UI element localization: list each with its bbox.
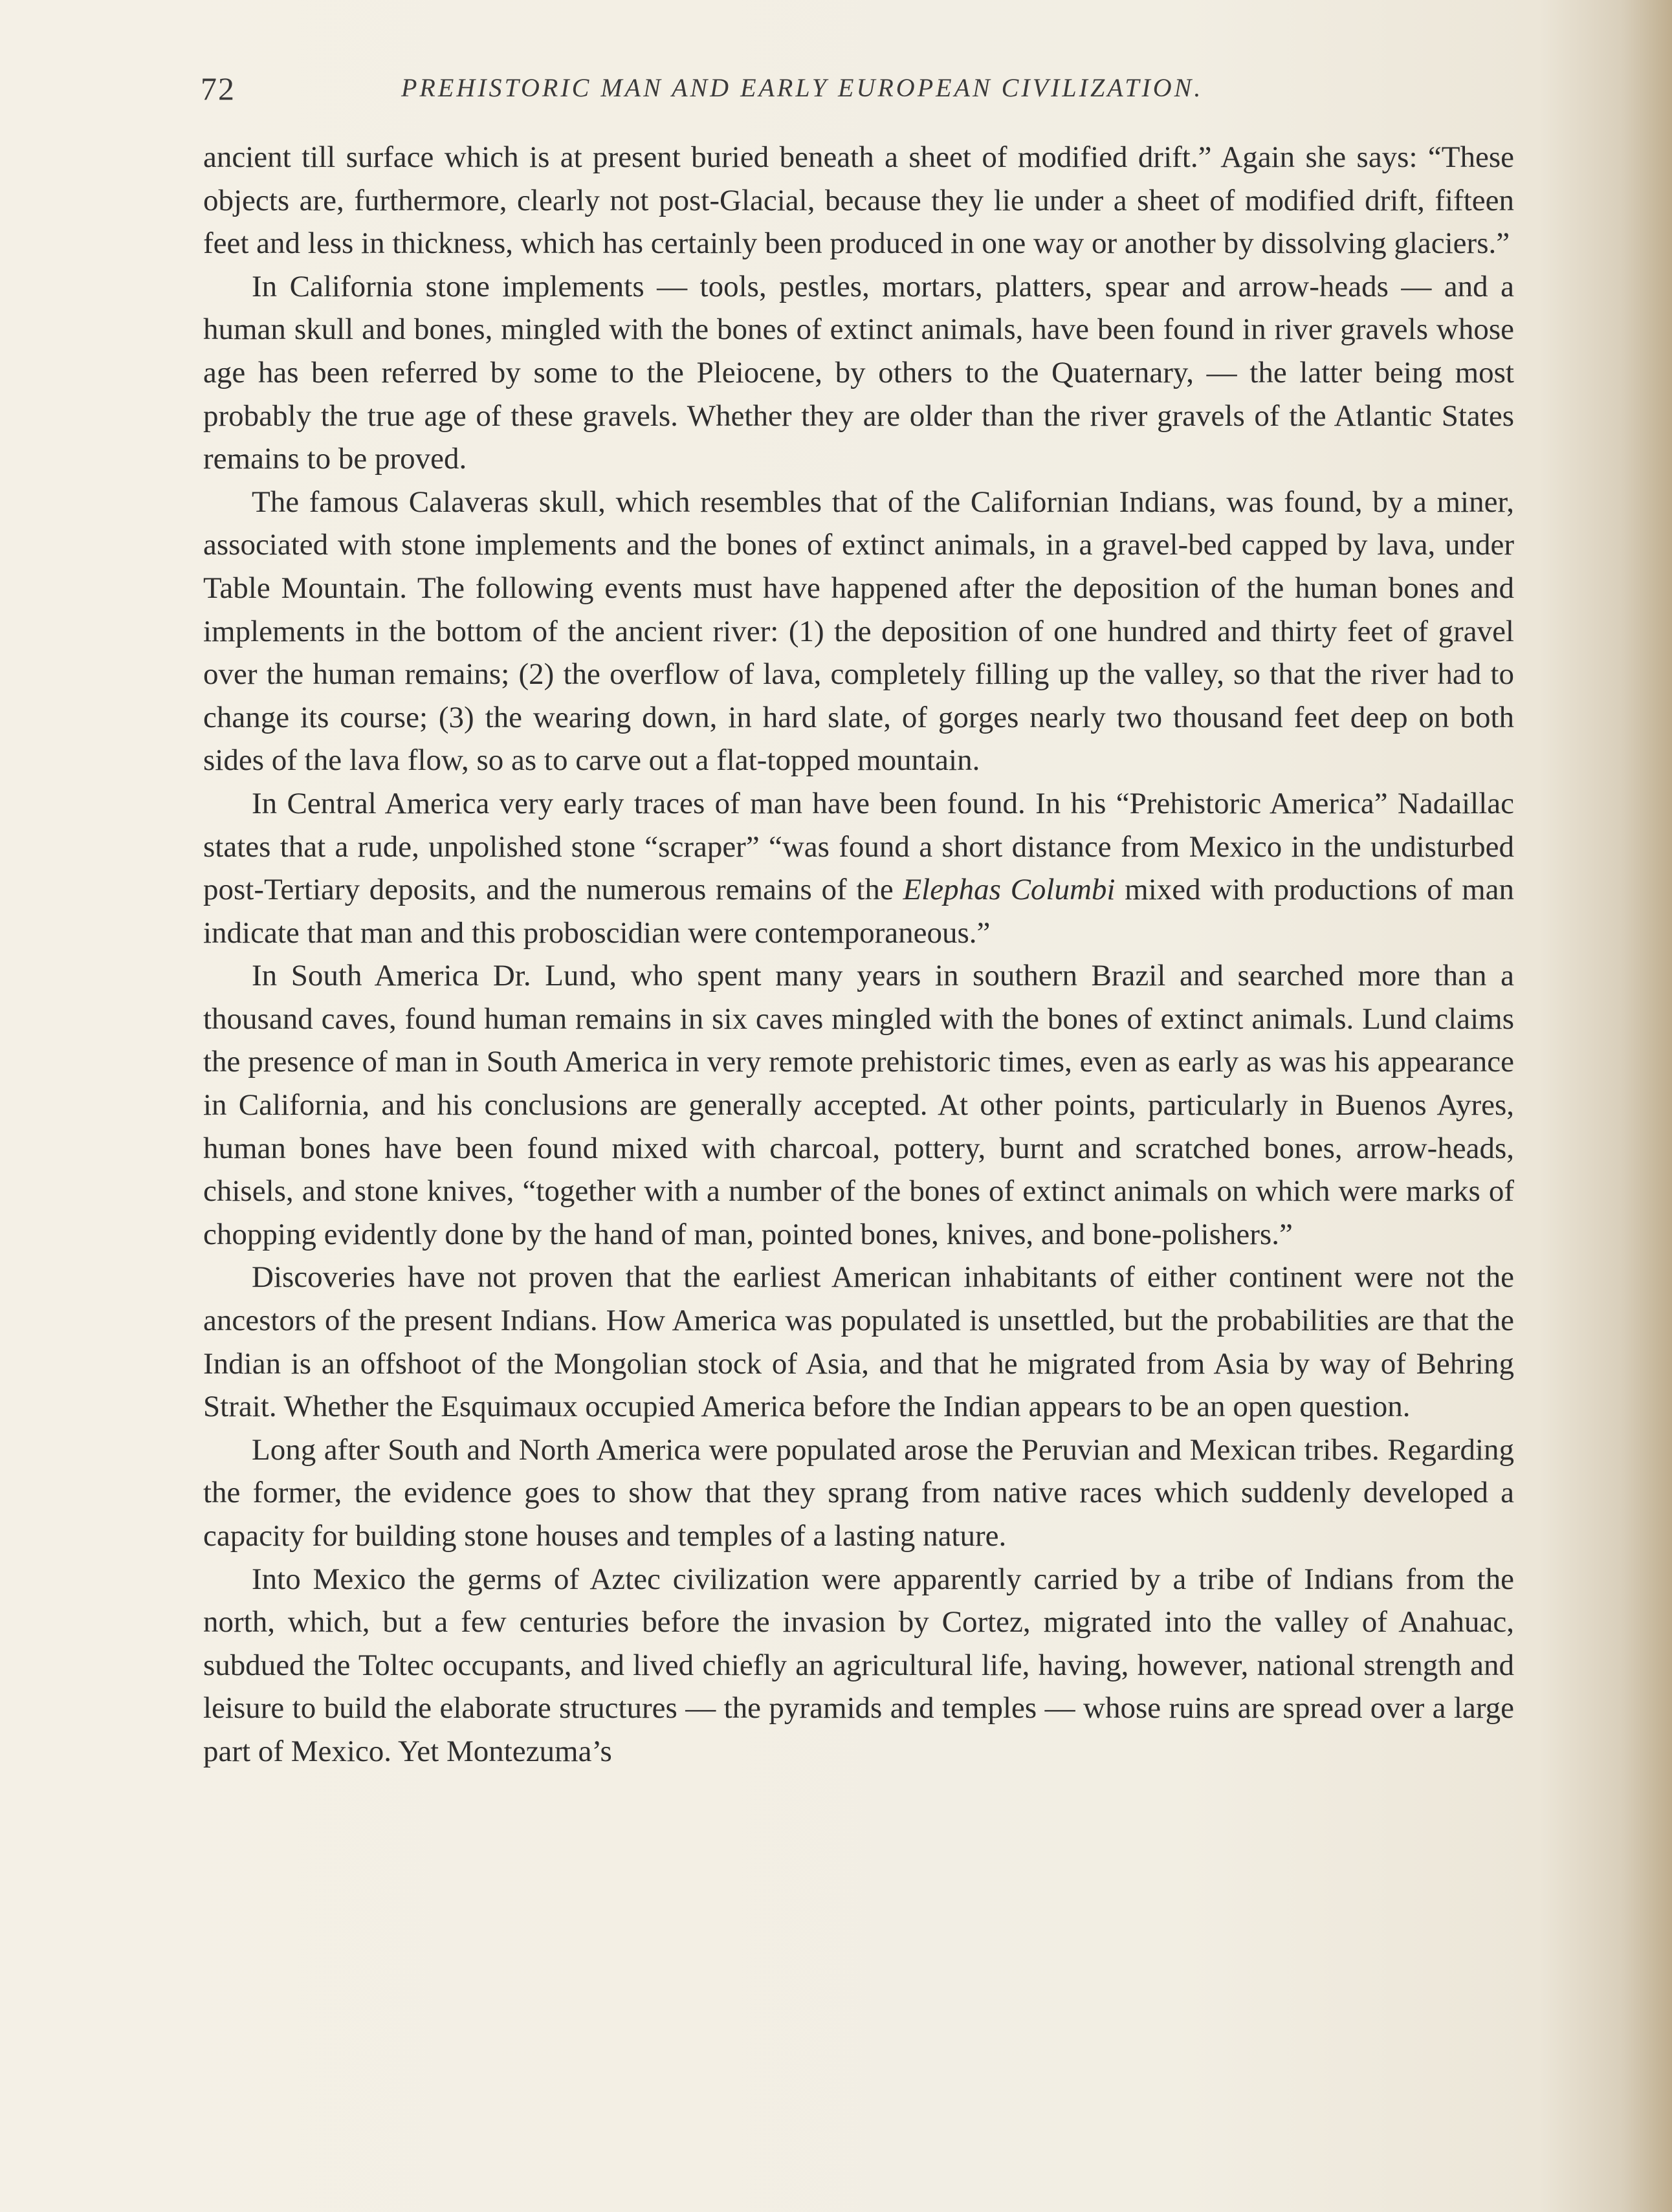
body-text xyxy=(203,136,1514,1773)
page-header xyxy=(201,70,1339,115)
paragraph-4-text-before: In Central America very early traces of man have been found. In his “Prehistoric America” Nadaillac states that a rude, unpolished stone “scraper” “was found a short distance from Mexico in the undisturbed post-Tertiary deposits, and the numerous remains of the xyxy=(203,786,1514,907)
paragraph-3: The famous Calaveras skull, which resembles that of the Californian Indians, was found, by a miner, associated with stone implements and the bones of extinct animals, in a gravel-bed capped by lava, under Table Mountain. The following events must have happened after the deposition of the human bones and implements in the bottom of the ancient river: (1) the deposition of one hundred and thirty feet of gravel over the human remains; (2) the overflow of lava, completely filling up the valley, so that the river had to change its course; (3) the wearing down, in hard slate, of gorges nearly two thousand feet deep on both sides of the lava flow, so as to carve out a flat-topped mountain. xyxy=(203,485,1514,778)
paragraph-5: In South America Dr. Lund, who spent many years in southern Brazil and searched more than a thousand caves, found human remains in six caves mingled with the bones of extinct animals. Lund claims the presence of man in South America in very remote prehistoric times, even as early as was his appearance in California, and his conclusions are generally accepted. At other points, particularly in Buenos Ayres, human bones have been found mixed with charcoal, pottery, burnt and scratched bones, arrow-heads, chisels, and stone knives, “together with a number of the bones of extinct animals on which were marks of chopping evidently done by the hand of man, pointed bones, knives, and bone-polishers.” xyxy=(203,959,1514,1251)
paragraph-2: In California stone implements — tools, pestles, mortars, platters, spear and arrow-heads — and a human skull and bones, mingled with the bones of extinct animals, have been found in river gravels whose age has been referred by some to the Pleiocene, by others to the Quaternary, — the latter being most probably the true age of these gravels. Whether they are older than the river gravels of the Atlantic States remains to be proved. xyxy=(203,269,1514,476)
paragraph-6: Discoveries have not proven that the earliest American inhabitants of either continent were not the ancestors of the present Indians. How America was populated is unsettled, but the probabilities are that the Indian is an offshoot of the Mongolian stock of Asia, and that he migrated from Asia by way of Behring Strait. Whether the Esquimaux occupied America before the Indian appears to be an open question. xyxy=(203,1260,1514,1424)
paragraph-8: Into Mexico the germs of Aztec civilization were apparently carried by a tribe of Indians from the north, which, but a few centuries before the invasion by Cortez, migrated into the valley of Anahuac, subdued the Toltec occupants, and lived chiefly an agricultural life, having, however, national strength and leisure to build the elaborate structures — the pyramids and temples — whose ruins are spread over a large part of Mexico. Yet Montezuma’s xyxy=(203,1562,1514,1768)
paragraph-4-species-name: Elephas Columbi xyxy=(903,873,1116,907)
paragraph-1: ancient till surface which is at present buried beneath a sheet of modified drift.” Again she says: “These objects are, furthermore, clearly not post-Glacial, because they lie under a sheet of modified drift, fifteen feet and less in thickness, which has certainly been produced in one way or another by dissolving glaciers.” xyxy=(203,140,1514,261)
page-number: 72 xyxy=(201,71,236,107)
paragraph-4-text-after: mixed with productions of man indicate that man and this proboscidian were contemporaneous.” xyxy=(203,873,1514,950)
running-head: PREHISTORIC MAN AND EARLY EUROPEAN CIVILIZATION. xyxy=(401,73,1204,102)
paragraph-4 xyxy=(203,782,1514,954)
paragraph-7: Long after South and North America were populated arose the Peruvian and Mexican tribes. Regarding the former, the evidence goes to show that they sprang from native races which suddenly developed a capacity for building stone houses and temples of a lasting nature. xyxy=(203,1432,1514,1553)
